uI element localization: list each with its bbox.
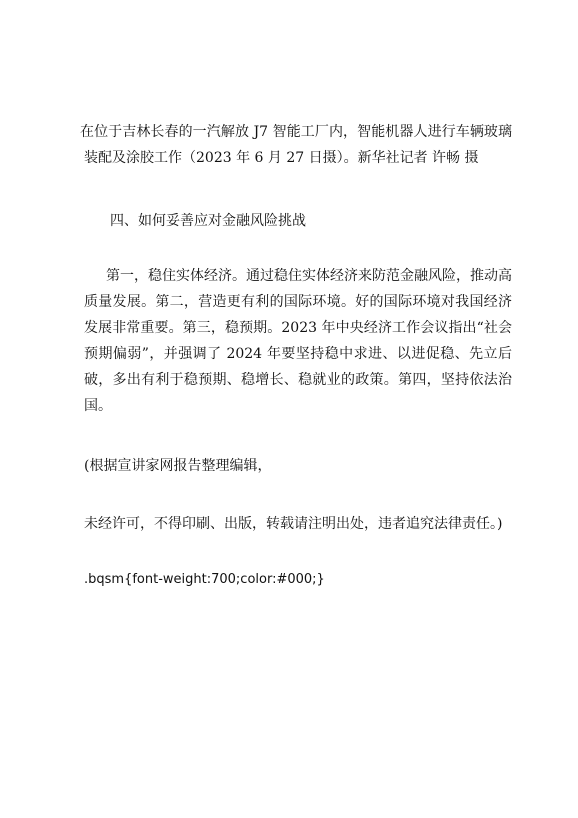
photo-caption: 在位于吉林长春的一汽解放 J7 智能工厂内，智能机器人进行车辆玻璃装配及涂胶工作（2023 年 6 月 27 日摄）。新华社记者 许畅 摄 [80, 124, 512, 166]
section-heading: 四、如何妥善应对金融风险挑战 [110, 213, 306, 229]
stray-css-text: .bqsm{font-weight:700;color:#000;} [84, 572, 325, 587]
source-note-line-1: (根据宣讲家网报告整理编辑， [84, 458, 272, 474]
body-paragraph: 第一，稳住实体经济。通过稳住实体经济来防范金融风险，推动高质量发展。第二，营造更有利的国际环境。好的国际环境对我国经济发展非常重要。第三，稳预期。2023 年中央经济工作会议指出“社会预期偏弱”，并强调了 2024 年要坚持稳中求进、以进促稳、先立后破，多出有利于稳预期、稳增长、稳就业的政策。第四，坚持依法治国。 [84, 268, 512, 414]
source-note-line-2: 未经许可，不得印刷、出版，转载请注明出处，违者追究法律责任。) [84, 516, 503, 532]
